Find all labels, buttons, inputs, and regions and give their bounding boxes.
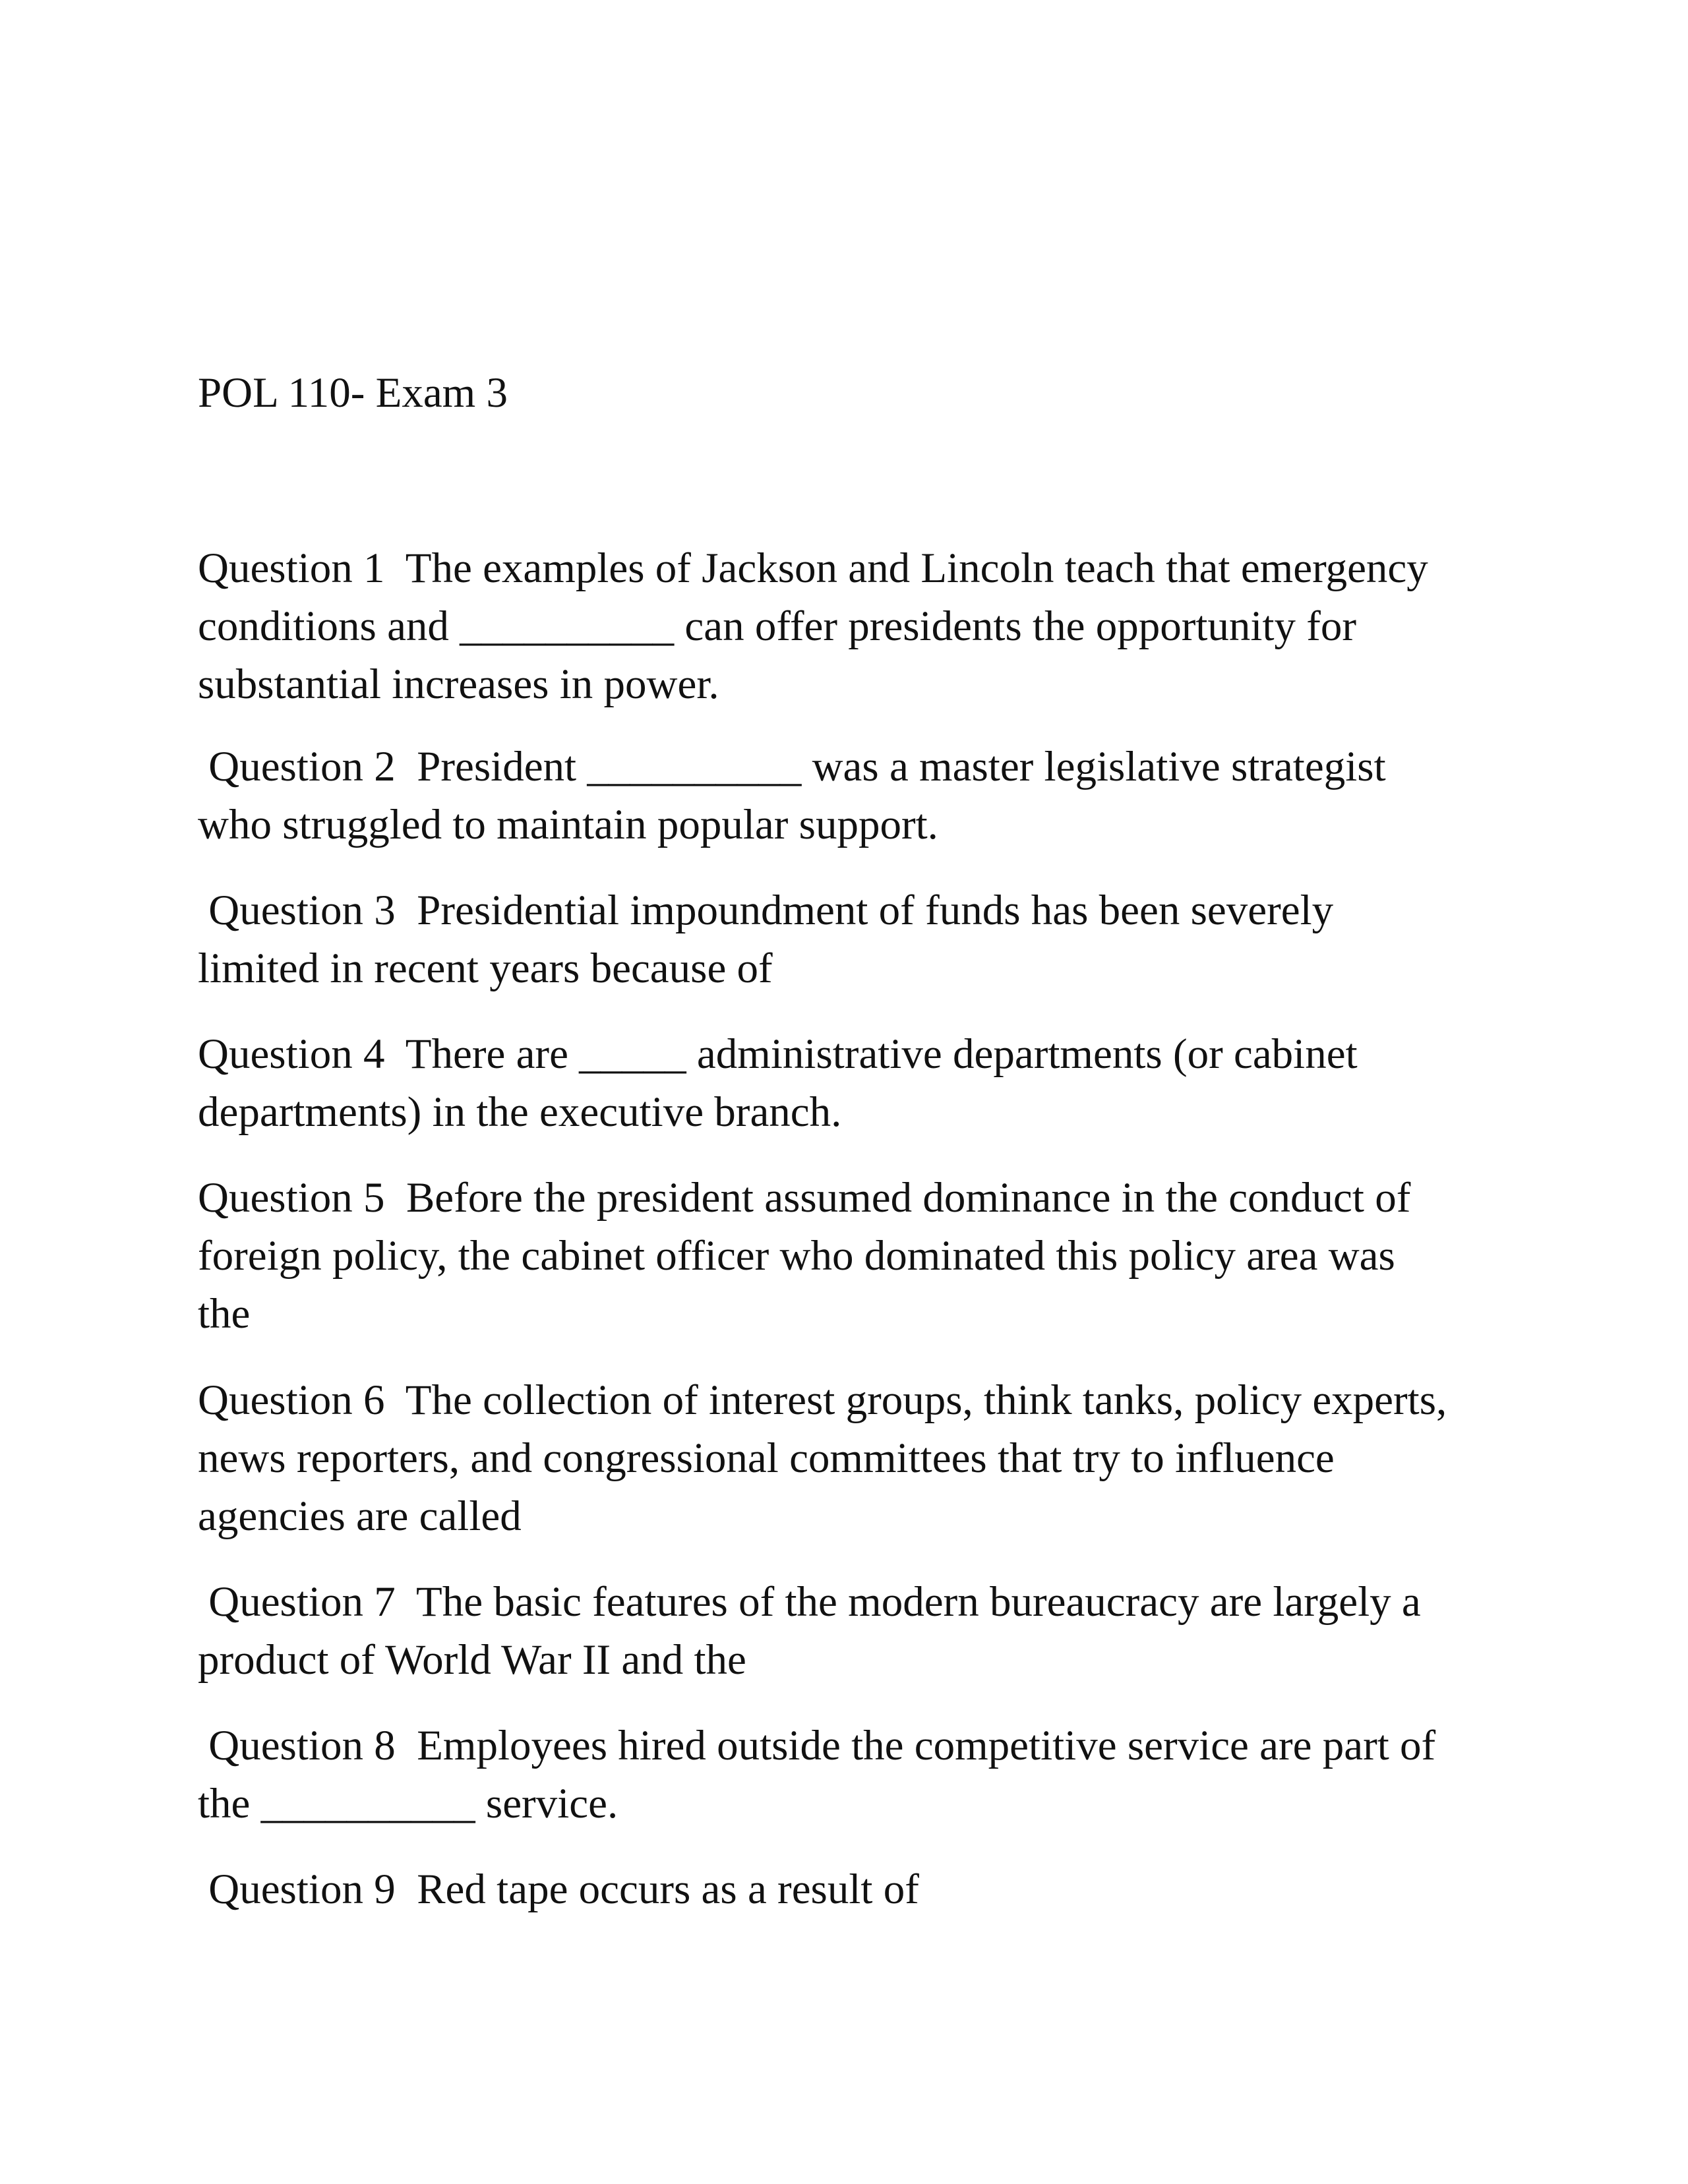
question-7: [198, 1573, 1517, 1689]
question-1: [198, 539, 1517, 713]
question-text-line: departments) in the executive branch.: [198, 1088, 842, 1136]
question-text-line: Question 3 Presidential impoundment of funds has been severely: [198, 887, 1334, 934]
question-9: [198, 1860, 1517, 1918]
question-2: [198, 738, 1517, 854]
question-text-line: product of World War II and the: [198, 1636, 746, 1684]
question-text-line: Question 6 The collection of interest groups, think tanks, policy experts,: [198, 1376, 1447, 1424]
question-text-line: Question 1 The examples of Jackson and Lincoln teach that emergency: [198, 545, 1428, 592]
question-text-line: foreign policy, the cabinet officer who dominated this policy area was: [198, 1232, 1395, 1280]
page-title: POL 110- Exam 3: [198, 369, 508, 417]
question-text-line: who struggled to maintain popular support.: [198, 801, 938, 848]
question-text-line: substantial increases in power.: [198, 661, 719, 708]
question-text-line: conditions and __________ can offer presidents the opportunity for: [198, 603, 1357, 650]
question-text-line: Question 7 The basic features of the modern bureaucracy are largely a: [198, 1578, 1421, 1626]
question-text-line: Question 8 Employees hired outside the competitive service are part of: [198, 1722, 1436, 1769]
question-text-line: the: [198, 1290, 251, 1338]
question-text-line: Question 4 There are _____ administrative departments (or cabinet: [198, 1030, 1358, 1078]
question-5: [198, 1169, 1517, 1343]
question-text-line: limited in recent years because of: [198, 945, 773, 992]
question-text-line: Question 2 President __________ was a master legislative strategist: [198, 743, 1386, 790]
question-3: [198, 881, 1517, 997]
question-6: [198, 1371, 1517, 1545]
question-text-line: the __________ service.: [198, 1780, 618, 1827]
question-4: [198, 1025, 1517, 1141]
question-text-line: agencies are called: [198, 1492, 522, 1540]
question-text-line: news reporters, and congressional committees that try to influence: [198, 1434, 1335, 1482]
question-text-line: Question 5 Before the president assumed dominance in the conduct of: [198, 1174, 1411, 1222]
question-8: [198, 1717, 1517, 1833]
question-text-line: Question 9 Red tape occurs as a result of: [198, 1866, 919, 1913]
